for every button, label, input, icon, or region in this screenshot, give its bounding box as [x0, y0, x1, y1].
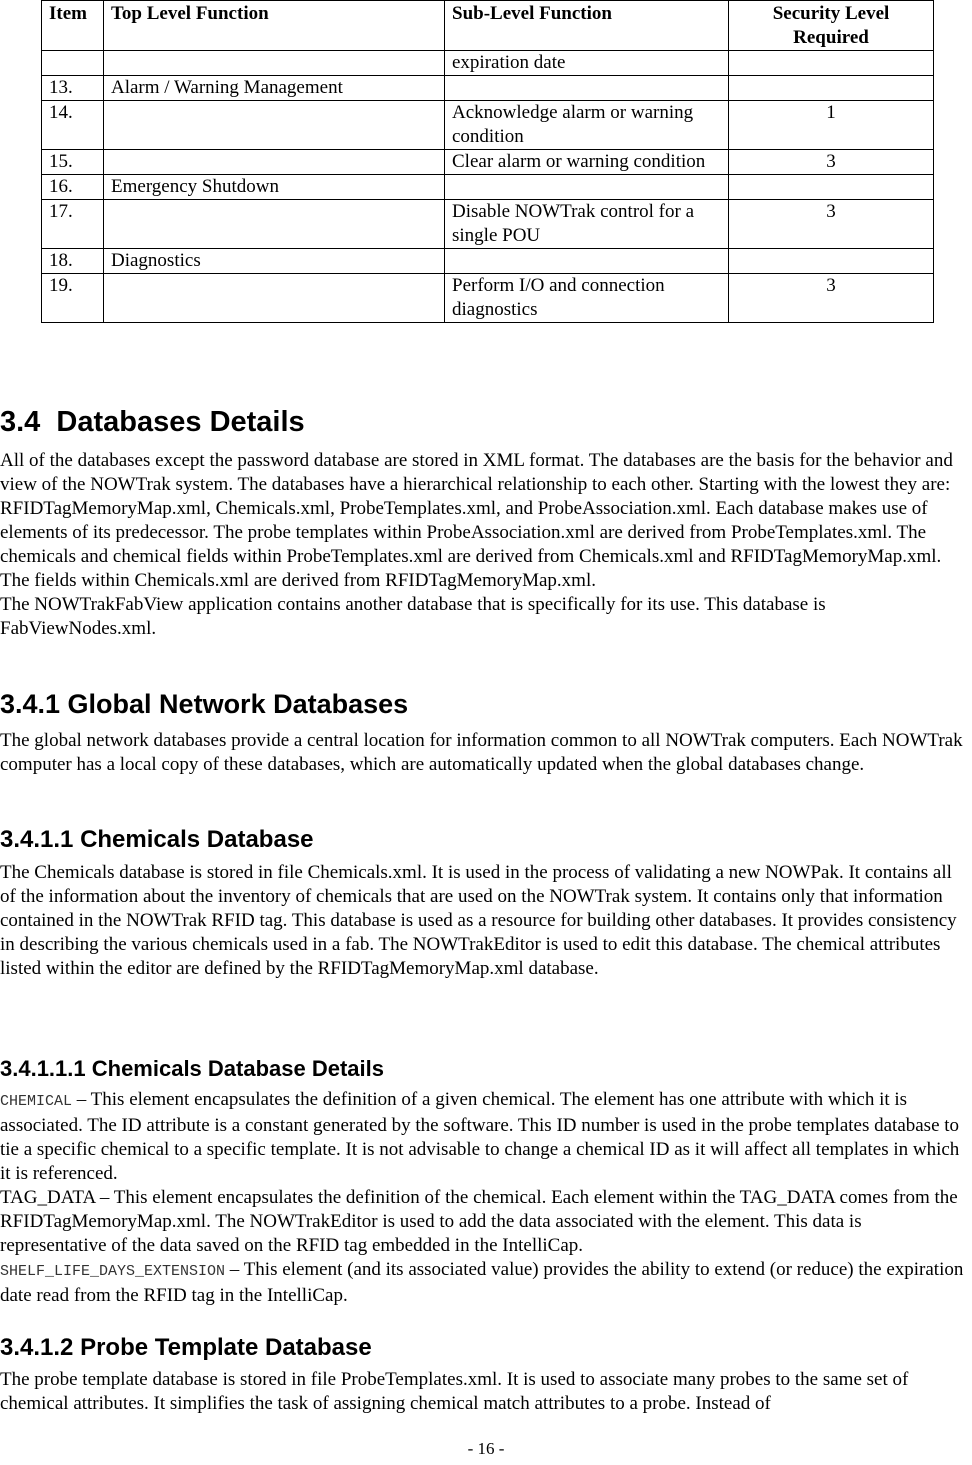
table-row [42, 150, 934, 175]
cell-security-level: 1 [729, 101, 934, 150]
cell-sub-level: expiration date [445, 51, 729, 76]
paragraph: The global network databases provide a central location for information common to all NOWTrak computers. Each NOWTrak computer has a local copy of these databases, which are automatically updated when the global databases change. [0, 730, 963, 775]
cell-sub-level [445, 76, 729, 101]
cell-sub-level [445, 249, 729, 274]
paragraph-shelf-life-element [0, 1258, 972, 1308]
table-row [42, 51, 934, 76]
cell-security-level [729, 175, 934, 200]
paragraph-chemical-element [0, 1088, 972, 1186]
paragraph: The probe template database is stored in file ProbeTemplates.xml. It is used to associate many probes to the same set of chemical attributes. It simplifies the task of assigning chemical match attributes to a probe. Instead of [0, 1369, 909, 1414]
cell-sub-level: Perform I/O and connection diagnostics [445, 274, 729, 323]
section-heading: 3.4.1.2 Probe Template Database [0, 1334, 372, 1361]
cell-top-level [104, 274, 445, 323]
cell-security-level [729, 51, 934, 76]
cell-top-level [104, 150, 445, 175]
paragraph: The Chemicals database is stored in file Chemicals.xml. It is used in the process of validating a new NOWPak. It contains all of the information about the inventory of chemicals that are used on the NOWTrak system. It contains only that information contained in the NOWTrak RFID tag. This database is used as a resource for building other databases. It provides consistency in describing the various chemicals used in a fab. The NOWTrakEditor is used to edit this database. The chemical attributes listed within the editor are defined by the RFIDTagMemoryMap.xml database. [0, 862, 957, 979]
header-sub-level-function: Sub-Level Function [445, 1, 729, 51]
section-3-4 [0, 405, 972, 641]
section-heading: 3.4 Databases Details [0, 406, 305, 438]
header-top-level-function: Top Level Function [104, 1, 445, 51]
cell-top-level [104, 200, 445, 249]
section-3-4-1-1-1 [0, 1055, 972, 1308]
paragraph-tag-data-element: TAG_DATA – This element encapsulates the definition of the chemical. Each element within the TAG_DATA comes from the RFIDTagMemoryMap.xml. The NOWTrakEditor is used to add the data associated with the element. This data is representative of the data saved on the RFID tag embedded in the IntelliCap. [0, 1187, 958, 1256]
definition-text: – This element (and its associated value) provides the ability to extend (or reduce) the expiration date read from the RFID tag in the IntelliCap. [0, 1259, 964, 1306]
code-term: SHELF_LIFE_DAYS_EXTENSION [0, 1263, 226, 1280]
cell-top-level: Emergency Shutdown [104, 175, 445, 200]
section-3-4-1-2 [0, 1333, 972, 1416]
security-function-table [41, 0, 934, 323]
table-row [42, 175, 934, 200]
cell-item: 15. [42, 150, 104, 175]
cell-top-level: Diagnostics [104, 249, 445, 274]
paragraph: All of the databases except the password database are stored in XML format. The databases are the basis for the behavior and view of the NOWTrak system. The databases have a hierarchical relationship to each other. Starting with the lowest they are: RFIDTagMemoryMap.xml, Chemicals.xml, ProbeTemplates.xml, and ProbeAssociation.xml. Each database makes use of elements of its predecessor. The probe templates within ProbeAssociation.xml are derived from ProbeTemplates.xml. The chemicals and chemical fields within ProbeTemplates.xml are derived from Chemicals.xml and RFIDTagMemoryMap.xml. The fields within Chemicals.xml are derived from RFIDTagMemoryMap.xml. [0, 450, 953, 591]
table-row [42, 76, 934, 101]
section-heading: 3.4.1.1 Chemicals Database [0, 826, 314, 853]
cell-sub-level: Disable NOWTrak control for a single POU [445, 200, 729, 249]
cell-item: 17. [42, 200, 104, 249]
cell-top-level [104, 51, 445, 76]
page-number: - 16 - [467, 1439, 505, 1458]
cell-item: 16. [42, 175, 104, 200]
definition-text: – This element encapsulates the definition of a given chemical. The element has one attribute with which it is associated. The ID attribute is a constant generated by the software. This ID number is used in the probe templates database to tie a specific chemical to a specific template. It is not advisable to change a chemical ID as it will affect all templates in which it is referenced. [0, 1089, 960, 1184]
cell-security-level [729, 76, 934, 101]
cell-top-level: Alarm / Warning Management [104, 76, 445, 101]
cell-sub-level: Clear alarm or warning condition [445, 150, 729, 175]
table-row [42, 249, 934, 274]
section-3-4-1-1 [0, 825, 972, 981]
cell-item: 14. [42, 101, 104, 150]
paragraph: The NOWTrakFabView application contains another database that is specifically for its use. This database is FabViewNodes.xml. [0, 594, 826, 639]
cell-item [42, 51, 104, 76]
cell-sub-level [445, 175, 729, 200]
code-term: CHEMICAL [0, 1093, 73, 1110]
table-row [42, 101, 934, 150]
table-row [42, 274, 934, 323]
cell-top-level [104, 101, 445, 150]
cell-security-level: 3 [729, 200, 934, 249]
header-security-level: Security Level Required [729, 1, 934, 51]
section-3-4-1 [0, 688, 972, 777]
header-item: Item [42, 1, 104, 51]
cell-security-level: 3 [729, 150, 934, 175]
cell-item: 19. [42, 274, 104, 323]
table-row [42, 200, 934, 249]
cell-security-level [729, 249, 934, 274]
cell-security-level: 3 [729, 274, 934, 323]
cell-sub-level: Acknowledge alarm or warning condition [445, 101, 729, 150]
cell-item: 18. [42, 249, 104, 274]
section-heading: 3.4.1 Global Network Databases [0, 689, 409, 719]
section-heading: 3.4.1.1.1 Chemicals Database Details [0, 1056, 384, 1081]
table-header-row [42, 1, 934, 51]
cell-item: 13. [42, 76, 104, 101]
